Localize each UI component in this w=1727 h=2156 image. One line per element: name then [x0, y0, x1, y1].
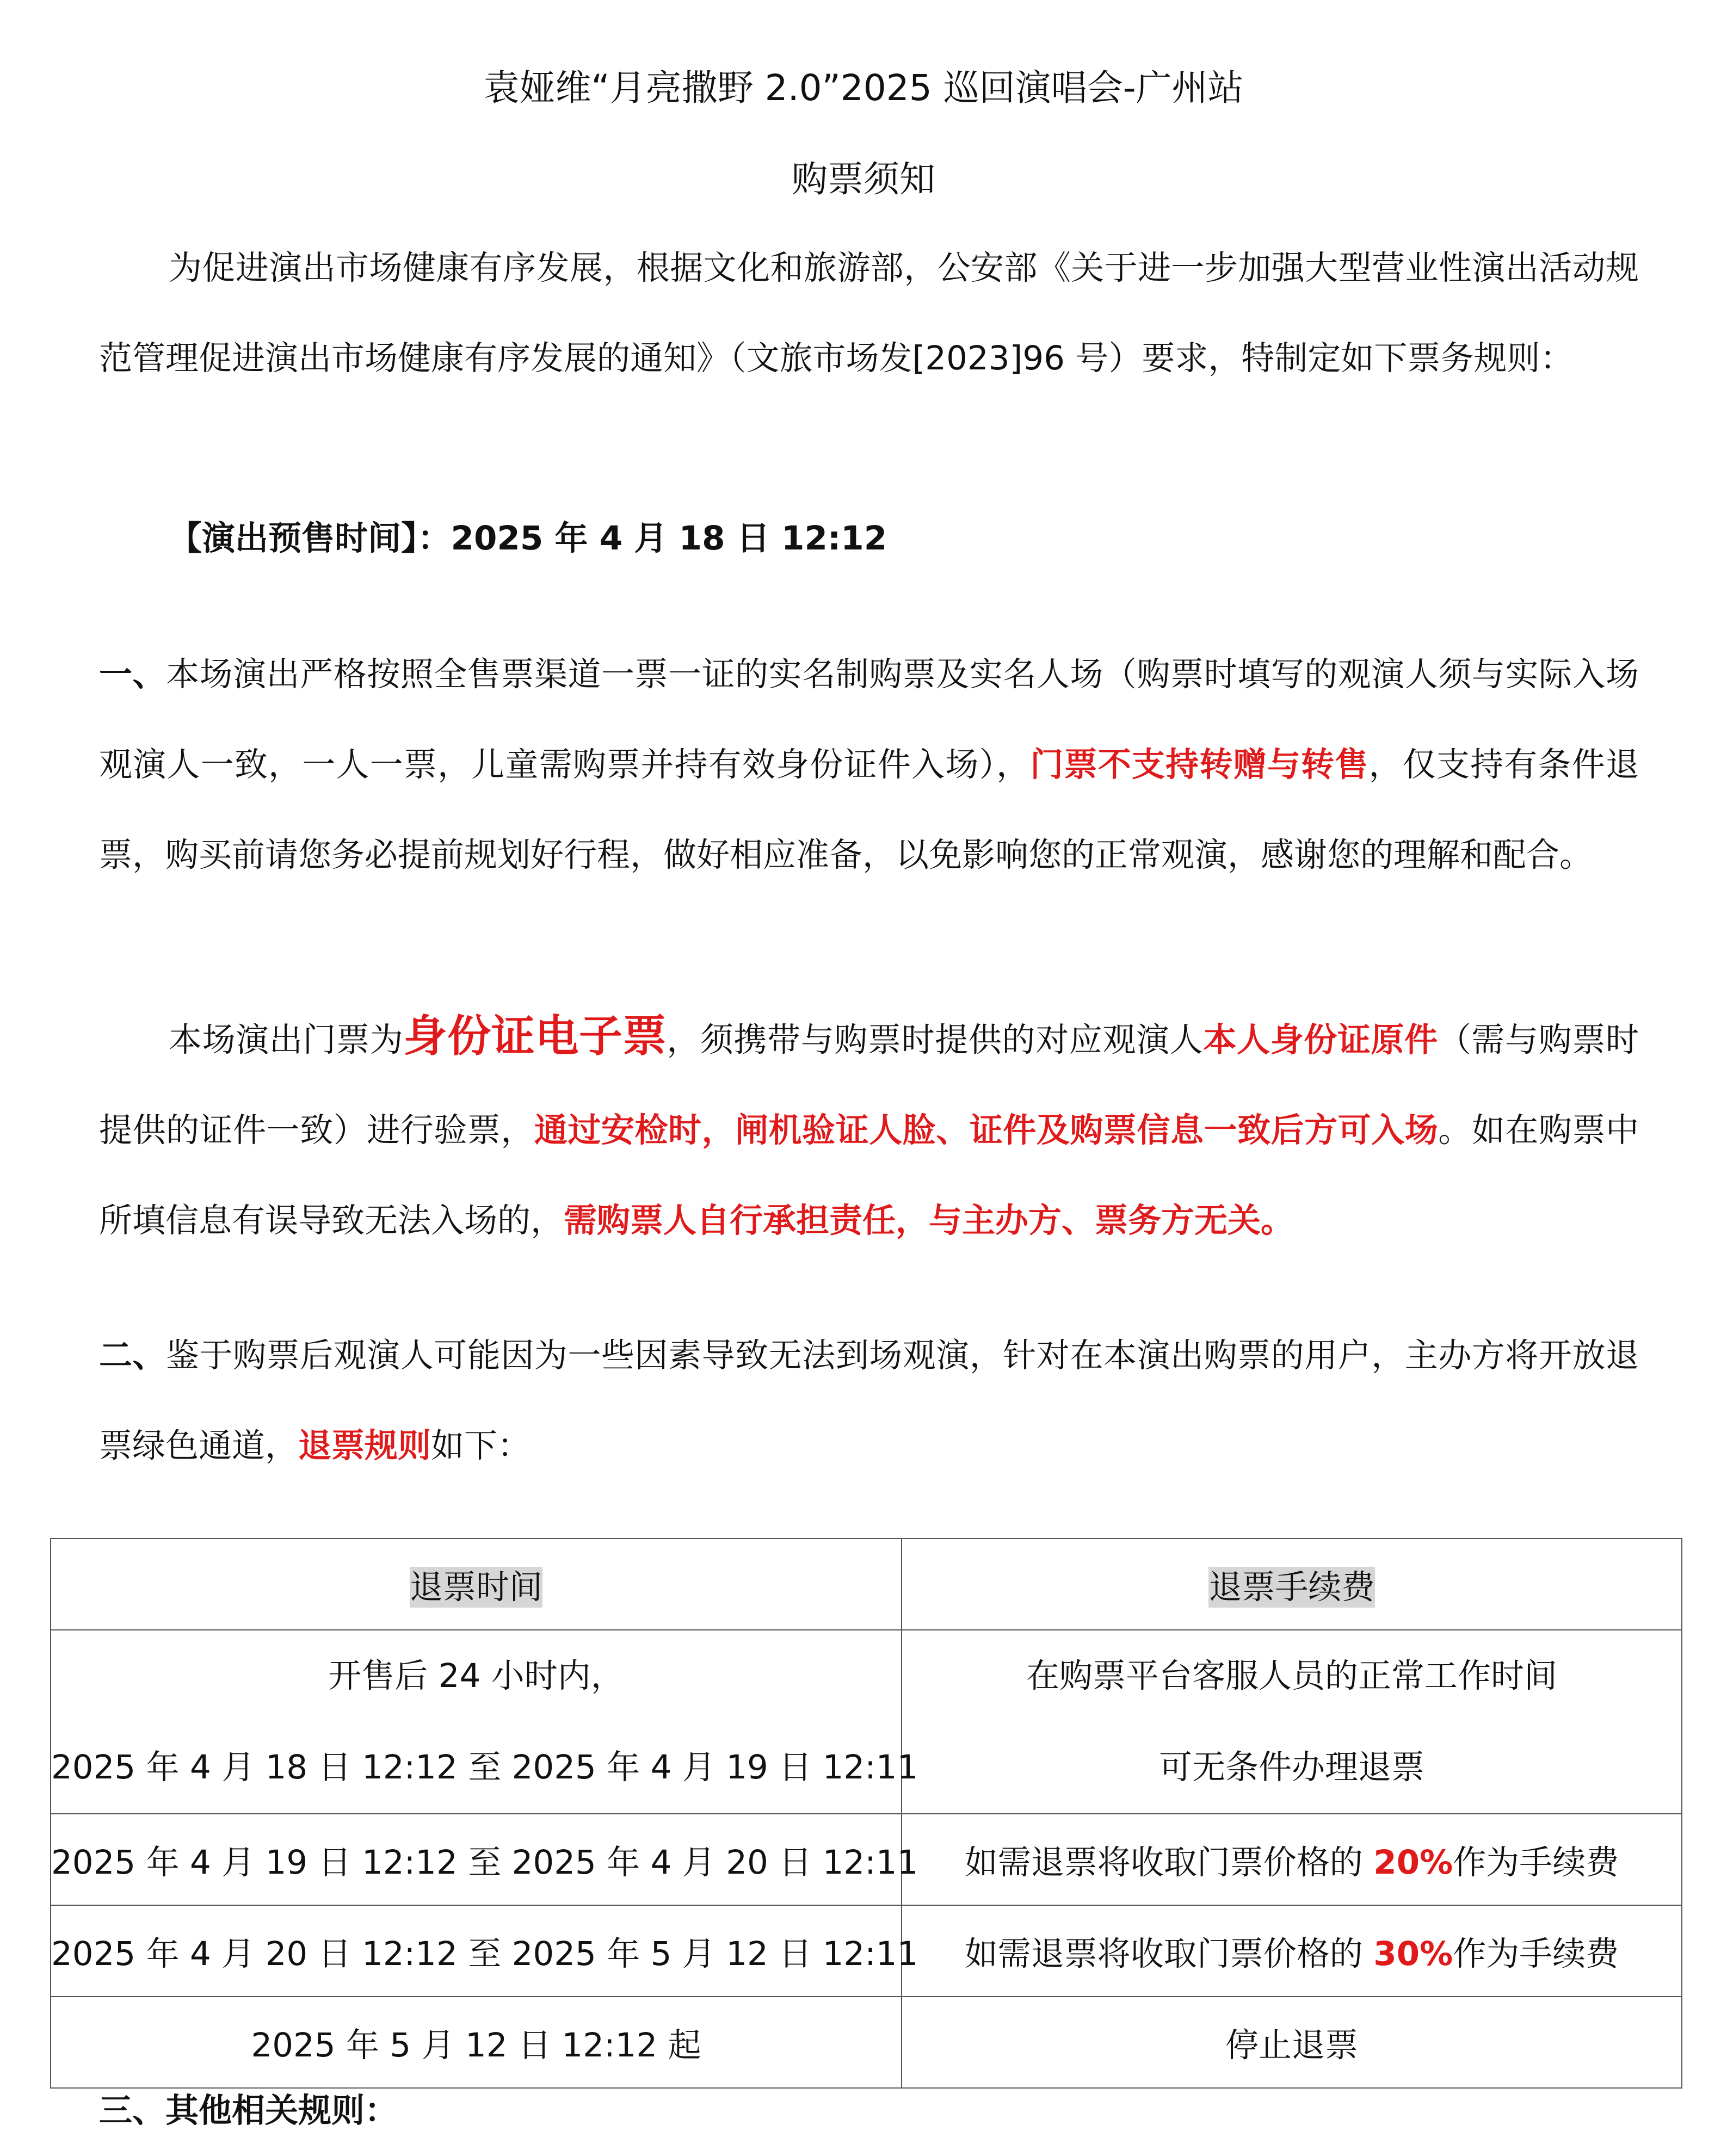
refund-fee-cell — [902, 1905, 1682, 1997]
refund-time-cell: 2025 年 5 月 12 日 12:12 起 — [51, 1997, 902, 2088]
original-id-emphasis: 本人身份证原件 — [1203, 1021, 1438, 1059]
id-ticket-text-c: （需与购票时提供的证件一致）进行验票， — [99, 1021, 1639, 1150]
section-one — [99, 629, 1639, 900]
refund-fee-line: 可无条件办理退票 — [1158, 1748, 1424, 1787]
responsibility-emphasis: 需购票人自行承担责任，与主办方、票务方无关。 — [564, 1201, 1294, 1240]
refund-time-cell: 2025 年 4 月 19 日 12:12 至 2025 年 4 月 20 日 12:11 — [51, 1814, 902, 1905]
section-one-text-a: 本场演出严格按照全售票渠道一票一证的实名制购票及实名人场（购票时填写的观演人须与实际入场观演人一致，一人一票，儿童需购票并持有效身份证件入场）， — [99, 655, 1639, 784]
section-two — [99, 1311, 1639, 1491]
section-one-text-b: ，仅支持有条件退票，购买前请您务必提前规划好行程，做好相应准备，以免影响您的正常观演，感谢您的理解和配合。 — [99, 745, 1639, 874]
section-three-heading: 三、其他相关规则： — [99, 2091, 398, 2130]
table-row — [51, 1630, 1682, 1814]
refund-time-cell — [51, 1630, 918, 1814]
section-two-text-a: 鉴于购票后观演人可能因为一些因素导致无法到场观演，针对在本演出购票的用户，主办方将开放退票绿色通道， — [99, 1336, 1639, 1465]
section-two-number: 二、 — [99, 1336, 166, 1375]
refund-fee-text: 如需退票将收取门票价格的 — [964, 1934, 1374, 1973]
id-ticket-text-a: 本场演出门票为 — [169, 1021, 404, 1059]
refund-fee-cell — [902, 1814, 1682, 1905]
id-ticket-text-d: 。如在购票中所填信息有误导致无法入场的， — [99, 1111, 1639, 1240]
header-refund-fee — [902, 1539, 1682, 1630]
refund-fee-text: 如需退票将收取门票价格的 — [964, 1843, 1374, 1882]
refund-time-line: 2025 年 4 月 18 日 12:12 至 2025 年 4 月 19 日 12:11 — [51, 1748, 918, 1787]
id-ticket-text-b: ，须携带与购票时提供的对应观演人 — [667, 1021, 1204, 1059]
table-header-row — [51, 1539, 1682, 1630]
no-transfer-notice: 门票不支持转赠与转售 — [1030, 745, 1369, 784]
fee-percentage: 30% — [1373, 1934, 1453, 1973]
refund-time-cell: 2025 年 4 月 20 日 12:12 至 2025 年 5 月 12 日 12:11 — [51, 1905, 902, 1997]
section-one-number: 一、 — [99, 655, 166, 694]
fee-percentage: 20% — [1373, 1843, 1453, 1882]
refund-time-line: 开售后 24 小时内， — [328, 1657, 624, 1695]
header-refund-time-label: 退票时间 — [409, 1567, 542, 1607]
refund-fee-text: 作为手续费 — [1453, 1934, 1619, 1973]
id-e-ticket-emphasis: 身份证电子票 — [403, 1011, 667, 1061]
refund-fee-cell: 停止退票 — [902, 1997, 1682, 2088]
section-two-text-b: 如下： — [431, 1426, 531, 1465]
header-refund-time — [51, 1539, 902, 1630]
table-row — [51, 1905, 1682, 1997]
table-row — [51, 1997, 1682, 2088]
gate-verification-emphasis: 通过安检时，闸机验证人脸、证件及购票信息一致后方可入场 — [534, 1111, 1439, 1150]
presale-time: 【演出预售时间】：2025 年 4 月 18 日 12:12 — [169, 519, 887, 558]
refund-fee-cell — [902, 1630, 1682, 1814]
id-ticket-paragraph — [99, 991, 1639, 1266]
refund-fee-line: 在购票平台客服人员的正常工作时间 — [1026, 1657, 1557, 1695]
doc-subtitle: 购票须知 — [792, 158, 935, 200]
header-refund-fee-label: 退票手续费 — [1208, 1567, 1375, 1607]
refund-table — [50, 1538, 1682, 2089]
refund-rules-emphasis: 退票规则 — [298, 1426, 431, 1465]
doc-title: 袁娅维“月亮撒野 2.0”2025 巡回演唱会-广州站 — [483, 67, 1244, 109]
refund-fee-text: 作为手续费 — [1453, 1843, 1619, 1882]
intro-paragraph: 为促进演出市场健康有序发展，根据文化和旅游部，公安部《关于进一步加强大型营业性演出活动规范管理促进演出市场健康有序发展的通知》（文旅市场发[2023]96 号）要求，特制定如下票务规则： — [99, 249, 1639, 378]
table-row — [51, 1814, 1682, 1905]
